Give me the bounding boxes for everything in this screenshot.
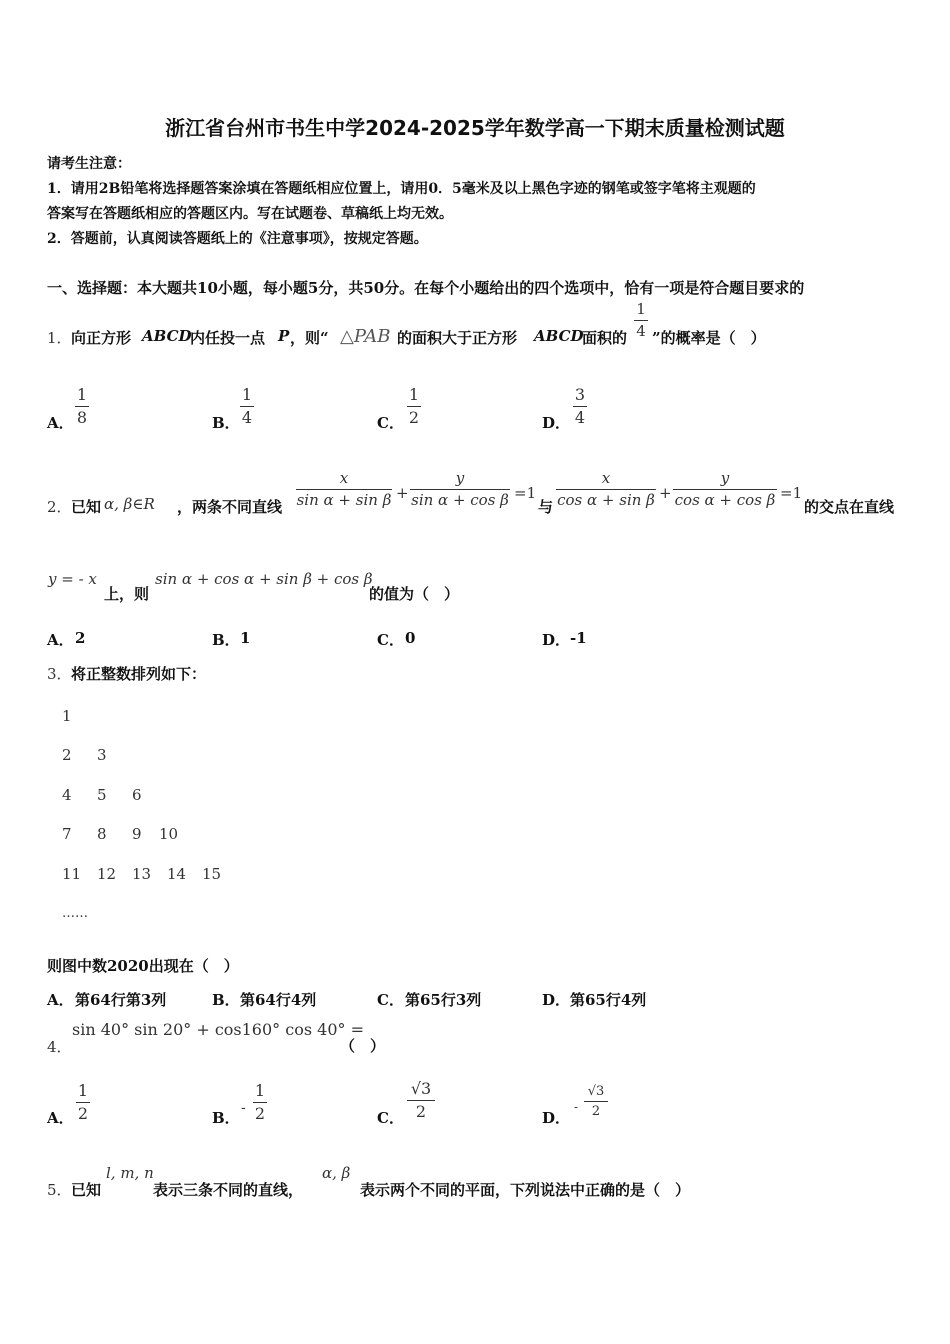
fraction: 1 2 <box>408 385 420 427</box>
notice-heading: 请考生注意： <box>47 156 131 172</box>
option-value: 第64行第3列 <box>75 991 167 1009</box>
math-symbol: P <box>278 327 290 345</box>
expression: sin 40° sin 20° + cos160° cos 40° = <box>72 1020 364 1039</box>
plus-sign: + <box>659 484 672 502</box>
fraction: 1 8 <box>76 385 88 427</box>
option-value: 2 <box>75 629 86 647</box>
question-text: 的交点在直线 <box>804 498 895 516</box>
triangle-number: 13 <box>132 865 152 883</box>
fraction: √3 2 <box>407 1081 435 1120</box>
question-number: 4． <box>47 1038 72 1056</box>
fraction: x sin α + sin β <box>296 469 392 509</box>
notice-line-1: 1．请用2B铅笔将选择题答案涂填在答题纸相应位置上，请用0．5毫米及以上黑色字迹的钢笔或签字笔将主观题的 <box>47 181 756 197</box>
question-text: 表示三条不同的直线， <box>153 1181 304 1199</box>
triangle-number: 2 <box>62 746 72 764</box>
question-text: 内任投一点 <box>190 329 266 347</box>
option-value: 1 <box>240 629 251 647</box>
question-number: 3． <box>47 665 72 683</box>
triangle-number: 4 <box>62 786 72 804</box>
option-label: B． <box>212 414 240 432</box>
minus-sign: - <box>574 1100 579 1114</box>
question-text: ，两条不同直线 <box>177 498 283 516</box>
question-text: 上，则 <box>104 585 150 603</box>
option-value: 0 <box>405 629 416 647</box>
triangle-number: 3 <box>97 746 107 764</box>
question-text: 表示两个不同的平面，下列说法中正确的是（ ） <box>360 1181 691 1199</box>
fraction: 1 2 <box>77 1081 89 1123</box>
triangle-number: 1 <box>62 707 72 725</box>
fraction: √3 2 <box>584 1085 608 1118</box>
math-symbol: l, m, n <box>106 1164 154 1182</box>
equals-one: =1 <box>780 484 803 502</box>
option-label: A． <box>47 1109 74 1127</box>
notice-line-3: 2．答题前，认真阅读答题纸上的《注意事项》，按规定答题。 <box>47 231 428 247</box>
question-text: 与 <box>538 498 554 516</box>
expression: sin α + cos α + sin β + cos β <box>155 570 373 588</box>
ellipsis: …… <box>62 906 88 921</box>
option-value: 第64行4列 <box>240 991 317 1009</box>
math-condition: α, β∈R <box>104 495 155 513</box>
question-text: 则图中数2020出现在（ ） <box>47 957 239 975</box>
section-heading: 一、选择题：本大题共10小题，每小题5分，共50分。在每个小题给出的四个选项中，恰有一项是符合题目要求的 <box>47 279 805 297</box>
fraction: y cos α + cos β <box>674 469 776 509</box>
option-label: C． <box>377 414 404 432</box>
triangle-number: 10 <box>159 825 179 843</box>
question-text: 已知 <box>71 498 102 516</box>
triangle-number: 7 <box>62 825 72 843</box>
triangle-number: 14 <box>167 865 187 883</box>
question-text: 的值为（ ） <box>369 585 460 603</box>
triangle-number: 8 <box>97 825 107 843</box>
option-label: D． <box>542 1109 571 1127</box>
math-symbol: ABCD <box>534 327 584 345</box>
triangle-pab: △PAB <box>340 326 391 347</box>
question-text: 将正整数排列如下： <box>71 665 207 683</box>
question-text: ，则“ <box>290 329 329 347</box>
option-label: A． <box>47 414 74 432</box>
page-title: 浙江省台州市书生中学2024-2025学年数学高一下期末质量检测试题 <box>165 116 785 140</box>
math-symbol: ABCD <box>142 327 192 345</box>
question-number: 1． <box>47 329 72 347</box>
option-label: D． <box>542 631 571 649</box>
triangle-number: 15 <box>202 865 222 883</box>
question-text: ”的概率是（ ） <box>652 329 766 347</box>
option-label: A． <box>47 991 74 1009</box>
triangle-number: 5 <box>97 786 107 804</box>
math-symbol: α, β <box>322 1164 351 1182</box>
option-label: B． <box>212 1109 240 1127</box>
fraction: y sin α + cos β <box>411 469 509 509</box>
equals-one: =1 <box>514 484 537 502</box>
option-label: C． <box>377 1109 404 1127</box>
option-label: B． <box>212 631 240 649</box>
question-text: 面积的 <box>582 329 628 347</box>
question-text: （ ） <box>340 1037 386 1055</box>
notice-line-2: 答案写在答题纸相应的答题区内。写在试题卷、草稿纸上均无效。 <box>47 206 453 222</box>
option-label: D． <box>542 991 571 1009</box>
question-text: 的面积大于正方形 <box>397 329 518 347</box>
fraction: x cos α + sin β <box>557 469 655 509</box>
fraction: 1 2 <box>254 1081 266 1123</box>
fraction: 3 4 <box>574 385 586 427</box>
question-text: 向正方形 <box>71 329 132 347</box>
option-label: D． <box>542 414 571 432</box>
option-label: A． <box>47 631 74 649</box>
question-number: 2． <box>47 498 72 516</box>
option-value: -1 <box>570 629 587 647</box>
option-value: 第65行3列 <box>405 991 482 1009</box>
fraction: 1 4 <box>241 385 253 427</box>
triangle-number: 12 <box>97 865 117 883</box>
triangle-number: 11 <box>62 865 82 883</box>
question-number: 5． <box>47 1181 72 1199</box>
question-text: 已知 <box>71 1181 102 1199</box>
line-equation: y = - x <box>48 570 97 588</box>
option-label: B． <box>212 991 240 1009</box>
minus-sign: - <box>241 1100 246 1116</box>
option-value: 第65行4列 <box>570 991 647 1009</box>
fraction: 1 4 <box>634 302 648 339</box>
option-label: C． <box>377 631 404 649</box>
triangle-number: 6 <box>132 786 142 804</box>
option-label: C． <box>377 991 404 1009</box>
plus-sign: + <box>396 484 409 502</box>
triangle-number: 9 <box>132 825 142 843</box>
